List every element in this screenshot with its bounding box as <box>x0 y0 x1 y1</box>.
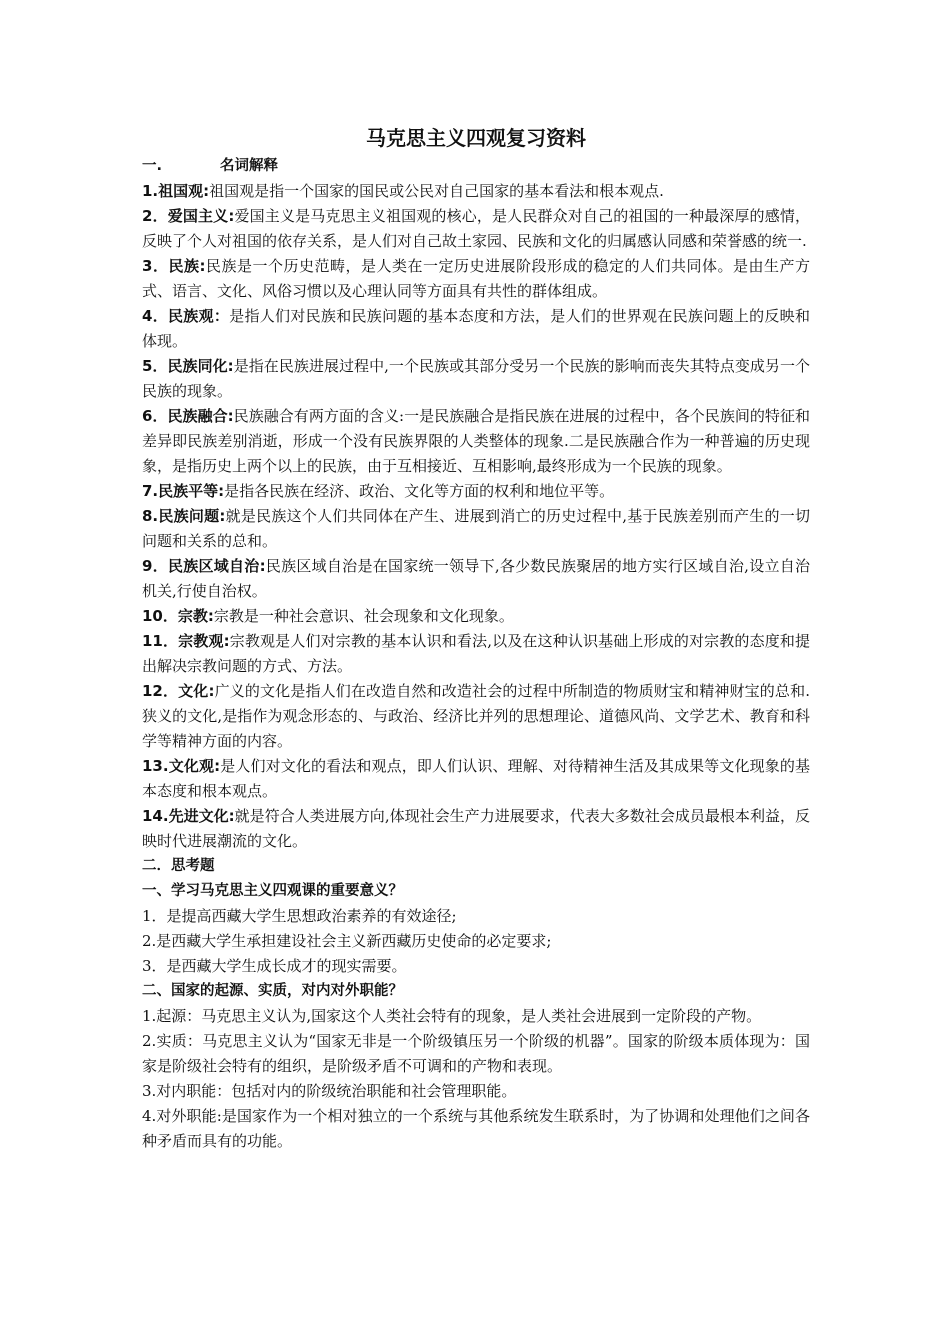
term-definition: 是指各民族在经济、政治、文化等方面的权利和地位平等。 <box>224 482 615 500</box>
term-item <box>142 254 810 304</box>
document-page <box>142 122 810 1154</box>
term-item <box>142 404 810 479</box>
section-label: 名词解释 <box>220 158 279 174</box>
term-definition: 宗教观是人们对宗教的基本认识和看法,以及在这种认识基础上形成的对宗教的态度和提出解决宗教问题的方式、方法。 <box>142 632 811 675</box>
term-item <box>142 504 810 554</box>
term-definition: 就是民族这个人们共同体在产生、进展到消亡的历史过程中,基于民族差别而产生的一切问题和关系的总和。 <box>142 507 810 550</box>
term-definition: 是指在民族进展过程中,一个民族或其部分受另一个民族的影响而丧失其特点变成另一个民族的现象。 <box>142 357 811 400</box>
answer-item: 1．是提高西藏大学生思想政治素养的有效途径; <box>142 907 457 925</box>
question-heading: 二、国家的起源、实质，对内对外职能？ <box>142 983 403 999</box>
term-name: 13.文化观: <box>142 757 221 775</box>
term-definition: 祖国观是指一个国家的国民或公民对自己国家的基本看法和根本观点. <box>209 182 664 200</box>
term-definition: 广义的文化是指人们在改造自然和改造社会的过程中所制造的物质财宝和精神财宝的总和.狭义的文化,是指作为观念形态的、与政治、经济比并列的思想理论、道德风尚、文学艺术、教育和科学等精神方面的内容。 <box>142 682 810 750</box>
question-heading: 一、学习马克思主义四观课的重要意义？ <box>142 883 403 899</box>
term-name: 12．文化: <box>142 682 215 700</box>
section-number: 一. <box>142 158 163 174</box>
term-definition: 是指人们对民族和民族问题的基本态度和方法，是人们的世界观在民族问题上的反映和体现。 <box>142 307 810 350</box>
term-list <box>142 179 810 854</box>
term-name: 8.民族问题: <box>142 507 226 525</box>
term-item <box>142 354 810 404</box>
answer-item: 1.起源：马克思主义认为,国家这个人类社会特有的现象，是人类社会进展到一定阶段的产物。 <box>142 1007 762 1025</box>
answer-item: 2.是西藏大学生承担建设社会主义新西藏历史使命的必定要求; <box>142 932 552 950</box>
term-name: 2．爱国主义: <box>142 207 235 225</box>
term-name: 3．民族: <box>142 257 206 275</box>
answer-item: 3.对内职能：包括对内的阶级统治职能和社会管理职能。 <box>142 1082 517 1100</box>
section-heading-terms <box>142 154 810 179</box>
answer-item: 2.实质：马克思主义认为“国家无非是一个阶级镇压另一个阶级的机器”。国家的阶级本质体现为：国家是阶级社会特有的组织，是阶级矛盾不可调和的产物和表现。 <box>142 1032 810 1075</box>
term-definition: 民族区域自治是在国家统一领导下,各少数民族聚居的地方实行区域自治,设立自治机关,行使自治权。 <box>142 557 810 600</box>
term-name: 7.民族平等: <box>142 482 225 500</box>
term-name: 5．民族同化: <box>142 357 234 375</box>
term-definition: 宗教是一种社会意识、社会现象和文化现象。 <box>213 607 514 625</box>
term-item <box>142 679 810 754</box>
answer-item: 4.对外职能:是国家作为一个相对独立的一个系统与其他系统发生联系时，为了协调和处理他们之间各种矛盾而具有的功能。 <box>142 1107 810 1150</box>
term-definition: 民族融合有两方面的含义:一是民族融合是指民族在进展的过程中，各个民族间的特征和差异即民族差别消逝，形成一个没有民族界限的人类整体的现象.二是民族融合作为一种普遍的历史现象，是指历史上两个以上的民族，由于互相接近、互相影响,最终形成为一个民族的现象。 <box>142 407 810 475</box>
term-name: 1.祖国观: <box>142 182 210 200</box>
term-name: 4．民族观： <box>142 307 230 325</box>
term-name: 14.先进文化: <box>142 807 235 825</box>
term-item <box>142 204 810 254</box>
term-name: 11．宗教观: <box>142 632 230 650</box>
term-definition: 爱国主义是马克思主义祖国观的核心，是人民群众对自己的祖国的一种最深厚的感情，反映了个人对祖国的依存关系，是人们对自己故土家园、民族和文化的归属感认同感和荣誉感的统一. <box>142 207 811 250</box>
term-name: 6．民族融合: <box>142 407 234 425</box>
term-item <box>142 179 810 204</box>
term-item <box>142 804 810 854</box>
term-item <box>142 754 810 804</box>
term-item <box>142 479 810 504</box>
term-item <box>142 554 810 604</box>
answer-item: 3．是西藏大学生成长成才的现实需要。 <box>142 957 407 975</box>
page-title: 马克思主义四观复习资料 <box>366 126 586 150</box>
term-definition: 是人们对文化的看法和观点，即人们认识、理解、对待精神生活及其成果等文化现象的基本态度和根本观点。 <box>142 757 810 800</box>
term-item <box>142 629 810 679</box>
section-heading-questions: 二．思考题 <box>142 858 215 874</box>
term-name: 10．宗教: <box>142 607 214 625</box>
term-definition: 就是符合人类进展方向,体现社会生产力进展要求，代表大多数社会成员最根本利益，反映时代进展潮流的文化。 <box>142 807 810 850</box>
term-item <box>142 304 810 354</box>
term-definition: 民族是一个历史范畴，是人类在一定历史进展阶段形成的稳定的人们共同体。是由生产方式、语言、文化、风俗习惯以及心理认同等方面具有共性的群体组成。 <box>142 257 810 300</box>
term-name: 9．民族区域自治: <box>142 557 266 575</box>
term-item <box>142 604 810 629</box>
